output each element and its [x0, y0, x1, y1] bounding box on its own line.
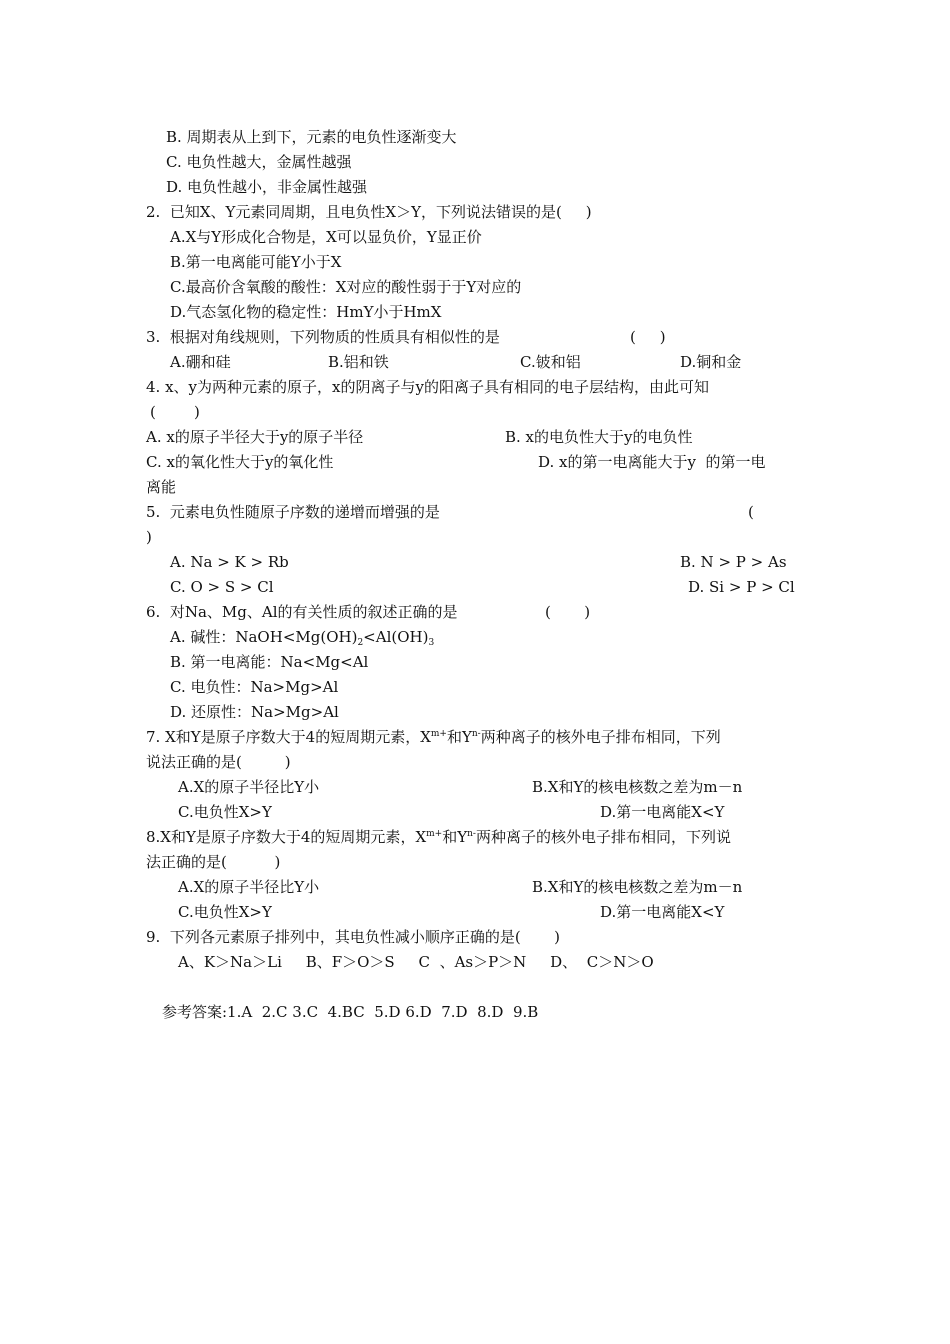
q9-options: A、K＞Na＞Li B、F＞O＞S C 、As＞P＞N D、 C＞N＞O — [178, 953, 654, 971]
q3-stem: 3. 根据对角线规则，下列物质的性质具有相似性的是 — [146, 328, 500, 346]
q4-option-c: C. x的氧化性大于y的氧化性 — [146, 453, 334, 471]
q5-option-c: C. O > S > Cl — [170, 578, 274, 596]
q2-option-d: D.气态氢化物的稳定性：HmY小于HmX — [170, 303, 442, 321]
q6-option-b: B. 第一电离能：Na<Mg<Al — [170, 653, 369, 671]
q3-option-a: A.硼和硅 — [170, 353, 231, 371]
q9-stem: 9. 下列各元素原子排列中，其电负性减小顺序正确的是( ) — [146, 928, 560, 946]
q6-answer-paren: ( ) — [545, 603, 591, 621]
q6-stem: 6. 对Na、Mg、Al的有关性质的叙述正确的是 — [146, 603, 458, 621]
q8-option-a: A.X的原子半径比Y小 — [178, 878, 320, 896]
q2-stem: 2. 已知X、Y元素同周期，且电负性X＞Y，下列说法错误的是( ) — [146, 203, 592, 221]
answer-key: 参考答案:1.A 2.C 3.C 4.BC 5.D 6.D 7.D 8.D 9.B — [162, 1003, 539, 1021]
q2-option-b: B.第一电离能可能Y小于X — [170, 253, 342, 271]
q2-option-c: C.最高价含氧酸的酸性：X对应的酸性弱于于Y对应的 — [170, 278, 522, 296]
q7-option-d: D.第一电离能X<Y — [600, 803, 725, 821]
q5-paren-open: ( — [748, 503, 754, 521]
q4-option-a: A. x的原子半径大于y的原子半径 — [146, 428, 364, 446]
q7-option-c: C.电负性X>Y — [178, 803, 272, 821]
q4-option-d-cont: 离能 — [146, 478, 177, 496]
q7-stem: 7. X和Y是原子序数大于4的短周期元素，$X^{m+}$和$Y^{n-}$两种离子的核外电子排布相同，下列 — [146, 728, 721, 746]
q3-answer-paren: ( ) — [630, 328, 666, 346]
q3-option-c: C.铍和铝 — [520, 353, 581, 371]
q1-option-d: D. 电负性越小，非金属性越强 — [166, 178, 368, 196]
q4-option-b: B. x的电负性大于y的电负性 — [505, 428, 693, 446]
q7-option-a: A.X的原子半径比Y小 — [178, 778, 320, 796]
q5-option-a: A. Na > K > Rb — [170, 553, 289, 571]
q4-option-d: D. x的第一电离能大于y 的第一电 — [538, 453, 766, 471]
q8-option-d: D.第一电离能X<Y — [600, 903, 725, 921]
q8-stem: 8.X和Y是原子序数大于4的短周期元素，$X^{m+}$和$Y^{n-}$两种离子的核外电子排布相同，下列说 — [146, 828, 731, 846]
q6-option-a: A. 碱性：$NaOH<Mg(OH)_2<Al(OH)_3$ — [170, 628, 435, 648]
q2-option-a: A.X与Y形成化合物是，X可以显负价，Y显正价 — [170, 228, 482, 246]
q4-stem: 4. x、y为两种元素的原子，x的阴离子与y的阳离子具有相同的电子层结构，由此可知 — [146, 378, 709, 396]
q7-stem-cont: 说法正确的是( ) — [146, 753, 291, 771]
q6-option-d: D. 还原性：Na>Mg>Al — [170, 703, 339, 721]
q1-option-b: B. 周期表从上到下，元素的电负性逐渐变大 — [166, 128, 457, 146]
q6-option-c: C. 电负性：Na>Mg>Al — [170, 678, 339, 696]
q7-option-b: B.X和Y的核电核数之差为m－n — [532, 778, 743, 796]
q3-option-b: B.铝和铁 — [328, 353, 389, 371]
q1-option-c: C. 电负性越大，金属性越强 — [166, 153, 352, 171]
q8-option-b: B.X和Y的核电核数之差为m－n — [532, 878, 743, 896]
q8-stem-cont: 法正确的是( ) — [146, 853, 281, 871]
q5-option-b: B. N > P > As — [680, 553, 787, 571]
q8-option-c: C.电负性X>Y — [178, 903, 272, 921]
q5-option-d: D. Si > P > Cl — [688, 578, 795, 596]
q3-option-d: D.铜和金 — [680, 353, 742, 371]
q5-stem: 5. 元素电负性随原子序数的递增而增强的是 — [146, 503, 440, 521]
q5-paren-close: ) — [146, 528, 152, 546]
q4-answer-paren: ( ) — [150, 403, 200, 421]
